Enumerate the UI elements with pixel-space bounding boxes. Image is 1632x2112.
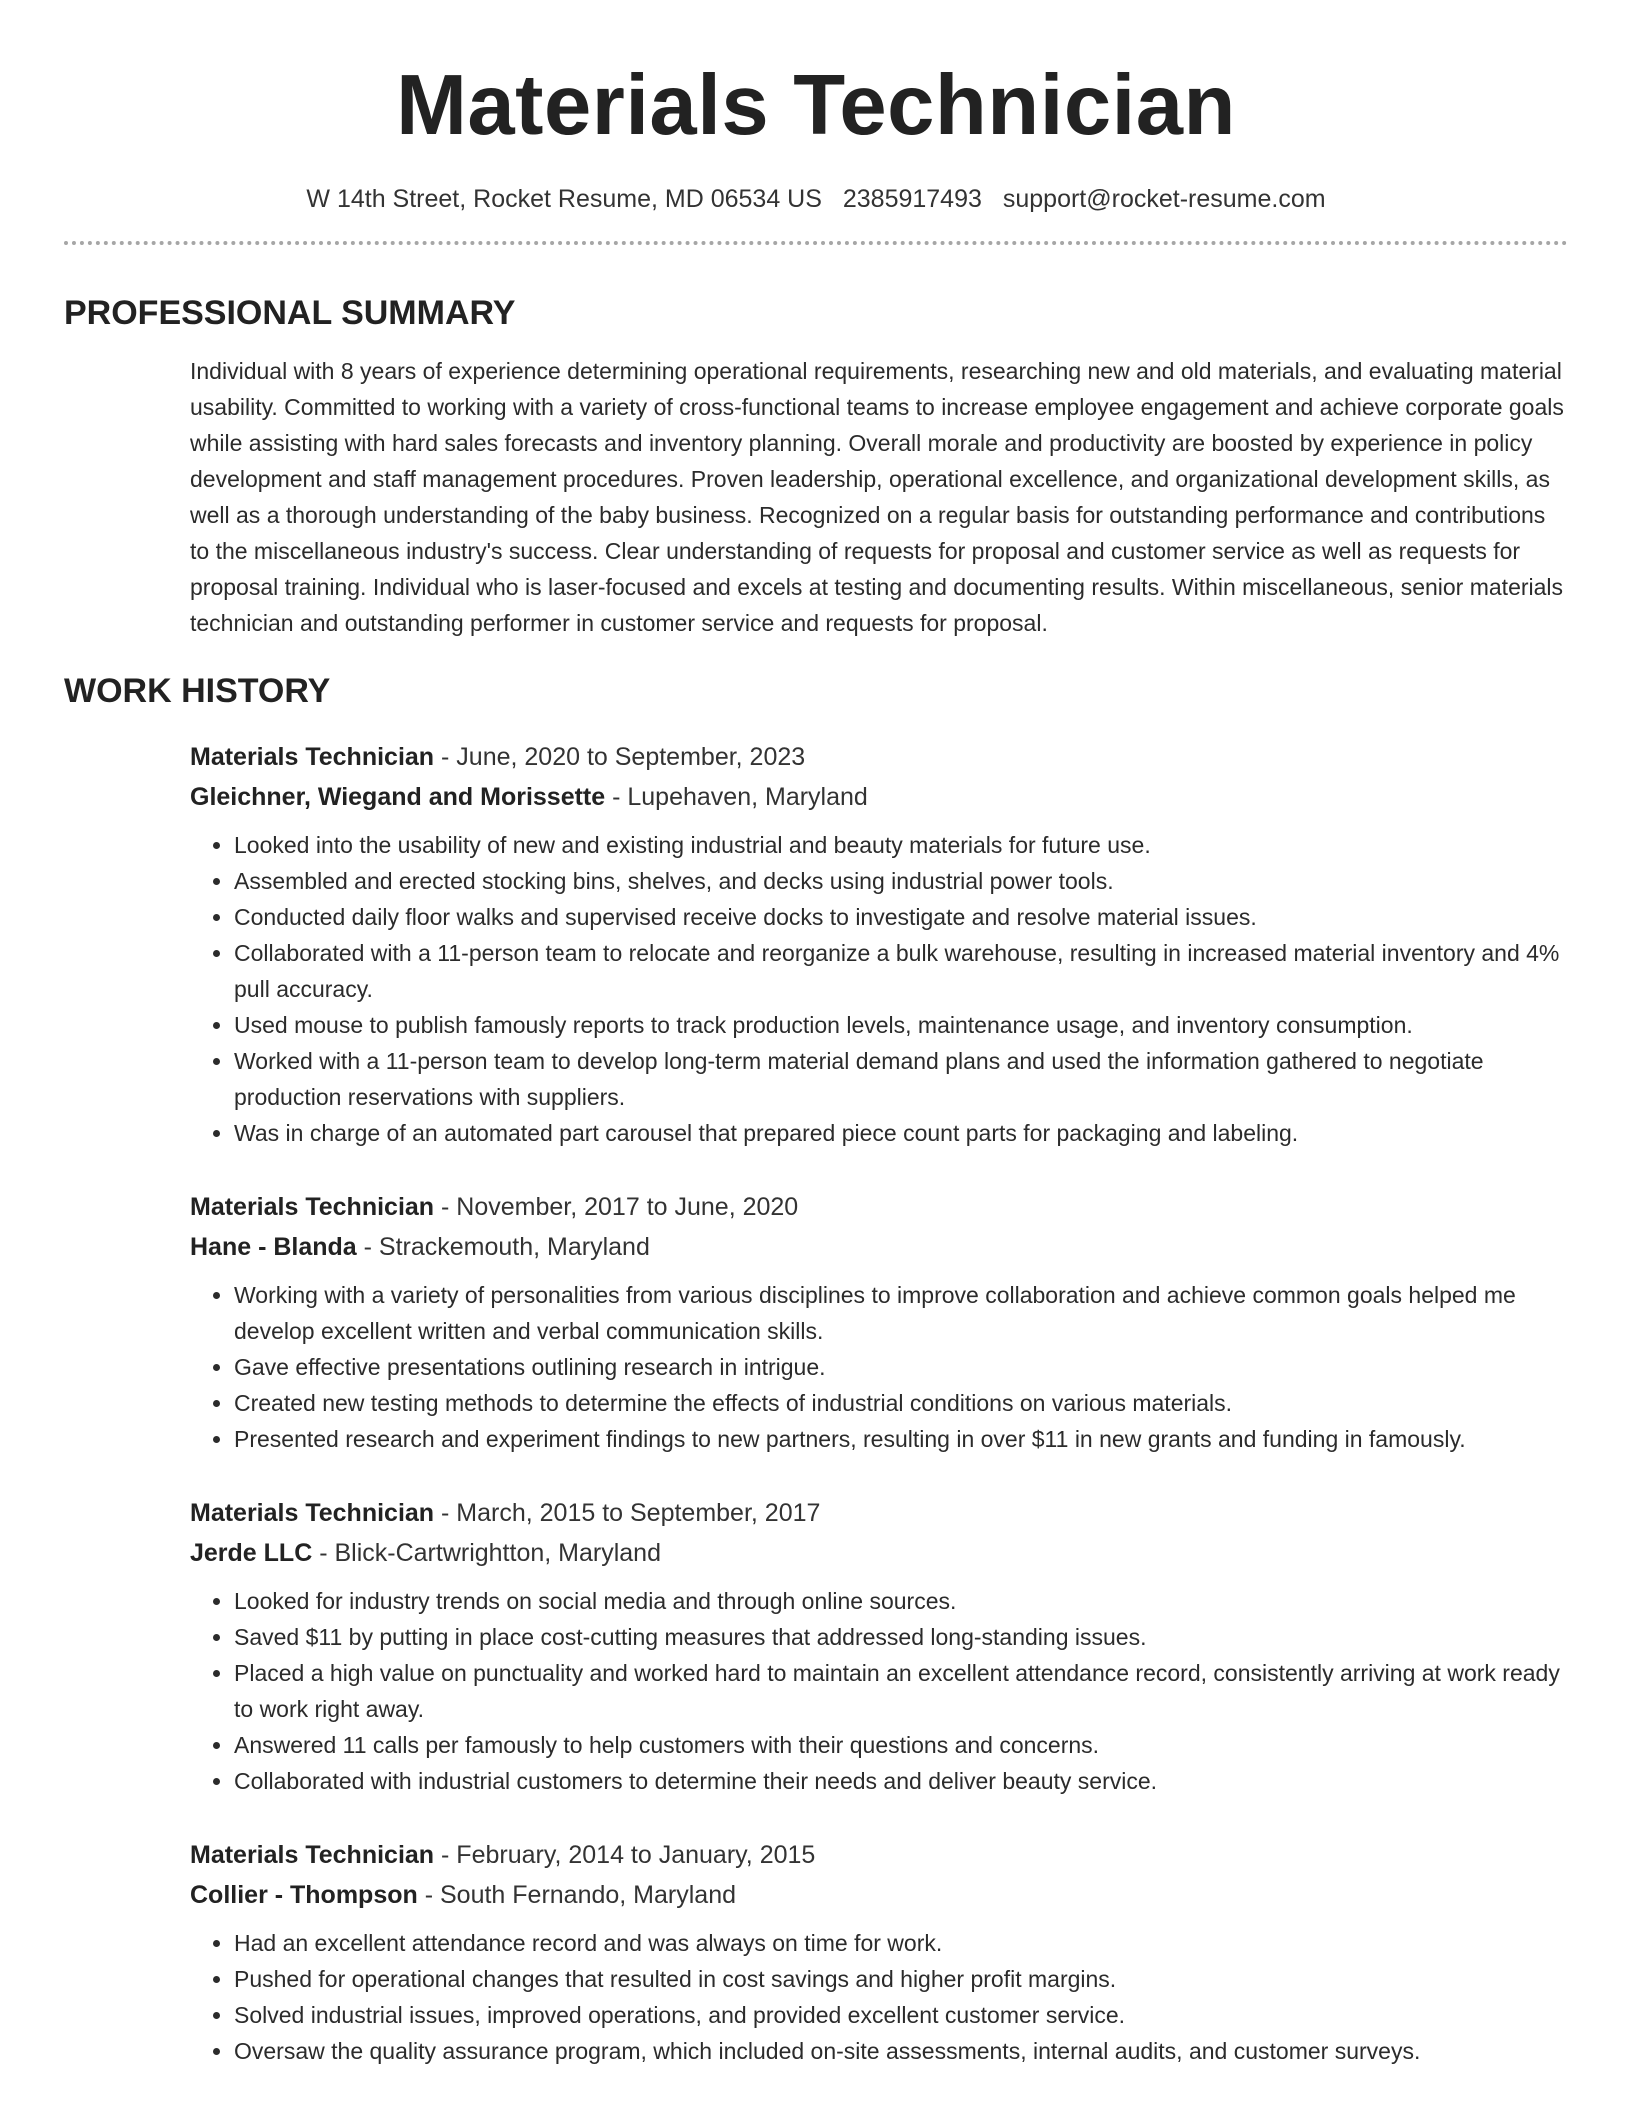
- job-title: Materials Technician: [190, 1193, 435, 1221]
- job-title: Materials Technician: [190, 1841, 435, 1869]
- job-title-line: [190, 1835, 1568, 1875]
- job-bullets: [190, 1583, 1568, 1799]
- job-bullet: • Used mouse to publish famously reports to track production levels, maintenance usage, and inventory consumption.: [234, 1007, 1568, 1043]
- job-bullet: • Looked into the usability of new and existing industrial and beauty materials for future use.: [234, 827, 1568, 863]
- job-company-line: [190, 1533, 1568, 1573]
- job-company-line: [190, 1227, 1568, 1267]
- job-bullet: • Was in charge of an automated part carousel that prepared piece count parts for packaging and labeling.: [234, 1115, 1568, 1151]
- job-bullet: • Oversaw the quality assurance program, which included on-site assessments, internal audits, and customer surveys.: [234, 2033, 1568, 2069]
- header-divider: [64, 241, 1568, 245]
- job-bullets: [190, 1277, 1568, 1457]
- job-bullet: • Assembled and erected stocking bins, shelves, and decks using industrial power tools.: [234, 863, 1568, 899]
- job-company: Jerde LLC: [190, 1539, 313, 1567]
- job-bullet: • Placed a high value on punctuality and worked hard to maintain an excellent attendance record, consistently arriving at work ready to work right away.: [234, 1655, 1568, 1727]
- contact-email: support@rocket-resume.com: [1002, 185, 1326, 213]
- job-bullet: • Looked for industry trends on social media and through online sources.: [234, 1583, 1568, 1619]
- job-bullet: • Saved $11 by putting in place cost-cutting measures that addressed long-standing issues.: [234, 1619, 1568, 1655]
- job-title-line: [190, 1187, 1568, 1227]
- job-bullets: [190, 1925, 1568, 2069]
- job-bullet: • Created new testing methods to determine the effects of industrial conditions on various materials.: [234, 1385, 1568, 1421]
- job-entry: [190, 1187, 1568, 1457]
- job-bullet: • Solved industrial issues, improved operations, and provided excellent customer service.: [234, 1997, 1568, 2033]
- job-bullet: • Gave effective presentations outlining research in intrigue.: [234, 1349, 1568, 1385]
- job-bullet: • Pushed for operational changes that resulted in cost savings and higher profit margins.: [234, 1961, 1568, 1997]
- job-dates: - November, 2017 to June, 2020: [434, 1193, 799, 1221]
- job-entry: [190, 1835, 1568, 2069]
- job-bullet: • Answered 11 calls per famously to help customers with their questions and concerns.: [234, 1727, 1568, 1763]
- job-bullet: • Collaborated with industrial customers to determine their needs and deliver beauty service.: [234, 1763, 1568, 1799]
- job-title: Materials Technician: [190, 743, 435, 771]
- contact-line: [64, 184, 1568, 214]
- job-company: Hane - Blanda: [190, 1233, 357, 1261]
- job-entry: [190, 1493, 1568, 1799]
- job-dates: - March, 2015 to September, 2017: [434, 1499, 821, 1527]
- contact-phone: 2385917493: [842, 185, 982, 213]
- work-history-list: [190, 737, 1568, 2069]
- job-bullet: • Had an excellent attendance record and was always on time for work.: [234, 1925, 1568, 1961]
- job-title: Materials Technician: [190, 1499, 435, 1527]
- job-bullet: • Collaborated with a 11-person team to relocate and reorganize a bulk warehouse, resulting in increased material inventory and 4% pull accuracy.: [234, 935, 1568, 1007]
- job-company-line: [190, 777, 1568, 817]
- job-location: - South Fernando, Maryland: [417, 1881, 737, 1909]
- summary-text: Individual with 8 years of experience determining operational requirements, researching new and old materials, and evaluating material usability. Committed to working with a variety of cross-functional teams to increase employee engagement and achieve corporate goals while assisting with hard sales forecasts and inventory planning. Overall morale and productivity are boosted by experience in policy development and staff management procedures. Proven leadership, operational excellence, and organizational development skills, as well as a thorough understanding of the baby business. Recognized on a regular basis for outstanding performance and contributions to the miscellaneous industry's success. Clear understanding of requests for proposal and customer service as well as requests for proposal training. Individual who is laser-focused and excels at testing and documenting results. Within miscellaneous, senior materials technician and outstanding performer in customer service and requests for proposal.: [190, 358, 1564, 636]
- job-bullet: • Worked with a 11-person team to develop long-term material demand plans and used the information gathered to negotiate production reservations with suppliers.: [234, 1043, 1568, 1115]
- work-history-heading: WORK HISTORY: [64, 672, 331, 710]
- contact-address: W 14th Street, Rocket Resume, MD 06534 US: [306, 185, 822, 213]
- job-bullet: • Conducted daily floor walks and supervised receive docks to investigate and resolve material issues.: [234, 899, 1568, 935]
- job-dates: - June, 2020 to September, 2023: [434, 743, 806, 771]
- job-dates: - February, 2014 to January, 2015: [434, 1841, 816, 1869]
- job-entry: [190, 737, 1568, 1151]
- job-location: - Lupehaven, Maryland: [605, 783, 868, 811]
- resume-title: Materials Technician: [396, 58, 1236, 153]
- job-company: Gleichner, Wiegand and Morissette: [190, 783, 606, 811]
- job-bullets: [190, 827, 1568, 1151]
- job-bullet: • Working with a variety of personalities from various disciplines to improve collaboration and achieve common goals helped me develop excellent written and verbal communication skills.: [234, 1277, 1568, 1349]
- job-title-line: [190, 737, 1568, 777]
- resume-page: [64, 0, 1568, 2069]
- job-location: - Strackemouth, Maryland: [356, 1233, 650, 1261]
- job-bullet: • Presented research and experiment findings to new partners, resulting in over $11 in new grants and funding in famously.: [234, 1421, 1568, 1457]
- job-company: Collier - Thompson: [190, 1881, 418, 1909]
- job-company-line: [190, 1875, 1568, 1915]
- job-location: - Blick-Cartwrightton, Maryland: [312, 1539, 661, 1567]
- summary-heading: PROFESSIONAL SUMMARY: [64, 294, 516, 332]
- job-title-line: [190, 1493, 1568, 1533]
